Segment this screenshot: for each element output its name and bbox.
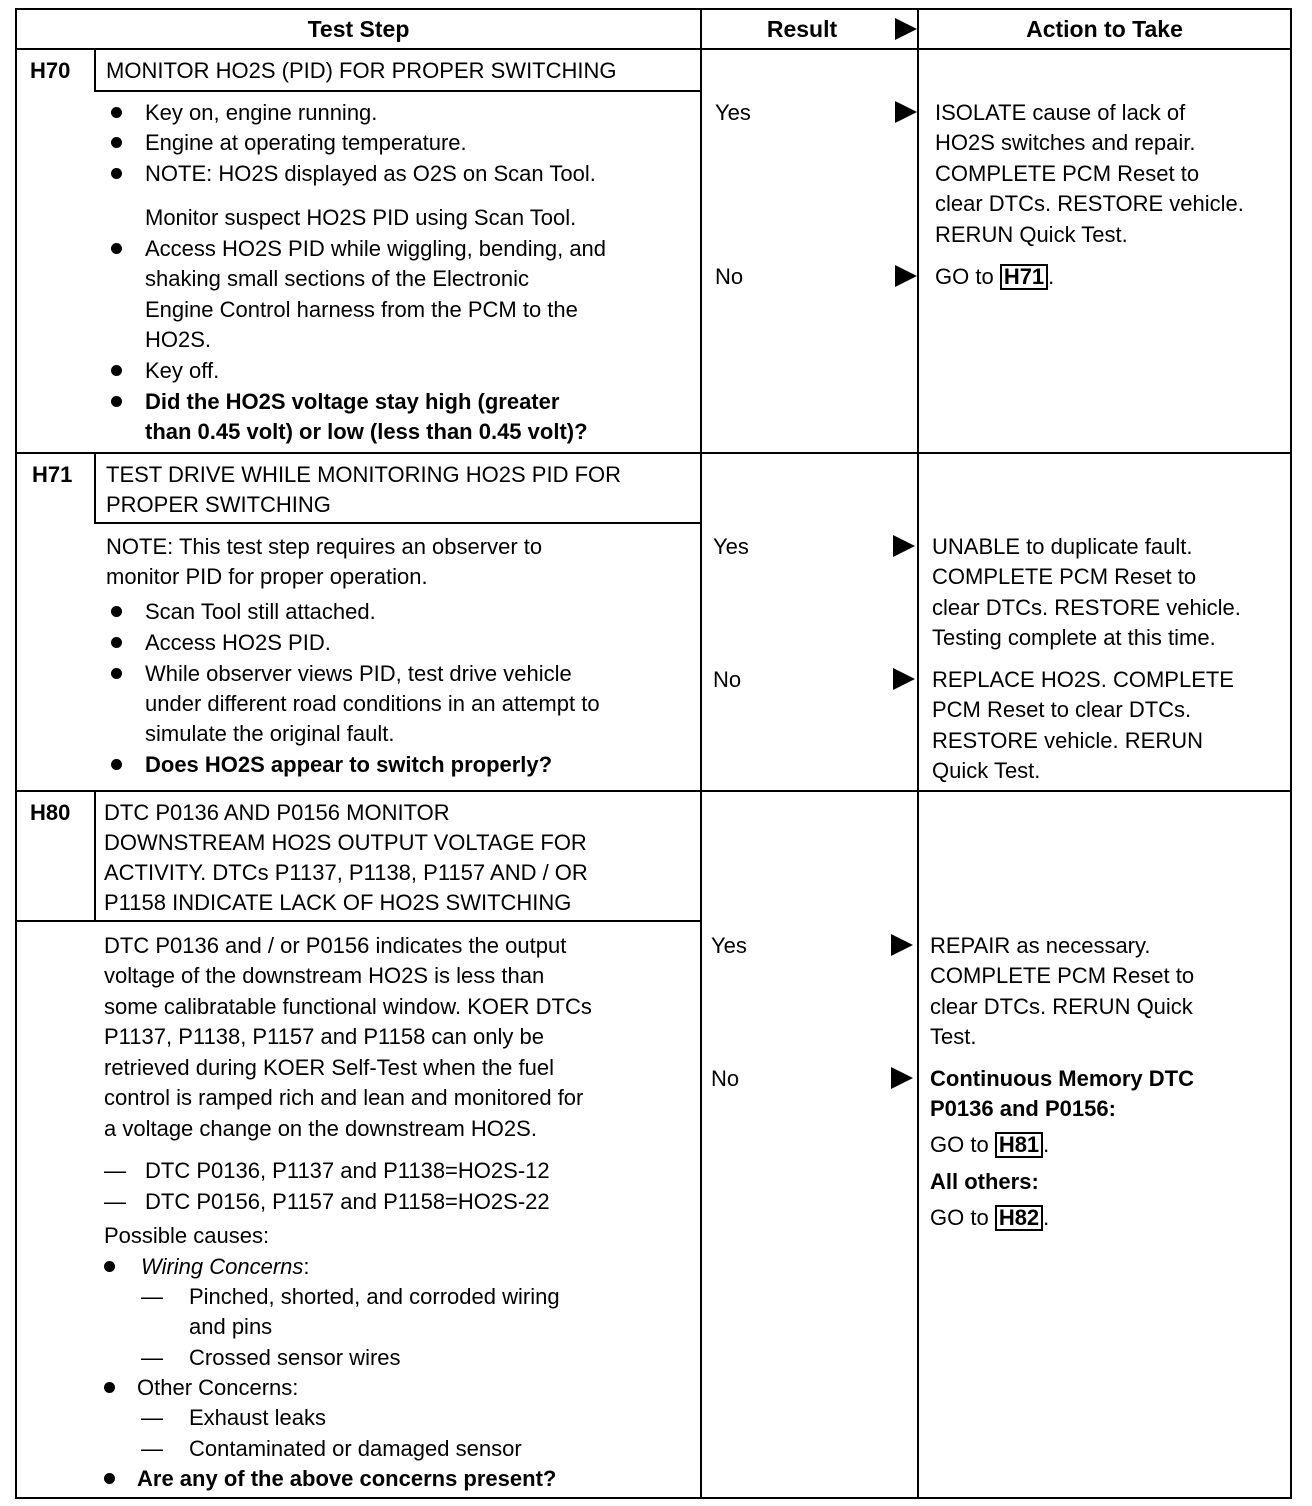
h70-title: MONITOR HO2S (PID) FOR PROPER SWITCHING bbox=[106, 58, 617, 83]
h71-bullet-3-line-1: While observer views PID, test drive vehicle bbox=[145, 661, 572, 686]
ref-h71-link[interactable]: H71 bbox=[1000, 264, 1048, 290]
h80-other-concerns: Other Concerns: bbox=[137, 1375, 299, 1400]
arrow-icon bbox=[891, 1067, 913, 1089]
h80-para-line-2: voltage of the downstream HO2S is less than bbox=[104, 963, 545, 988]
h80-dash-glyph: — bbox=[141, 1345, 163, 1370]
h70-title-underline bbox=[94, 90, 700, 92]
bullet-icon bbox=[104, 1473, 115, 1484]
arrow-icon bbox=[895, 265, 917, 287]
bullet-icon bbox=[111, 668, 122, 679]
h71-title-underline bbox=[94, 522, 700, 524]
h70-no-action: GO to H71 . bbox=[935, 264, 1055, 289]
bullet-icon bbox=[111, 396, 122, 407]
h71-title-line-1: TEST DRIVE WHILE MONITORING HO2S PID FOR bbox=[106, 462, 622, 487]
h70-question-line-1: Did the HO2S voltage stay high (greater bbox=[145, 389, 560, 414]
h80-goto-h82: GO to H82 . bbox=[930, 1205, 1050, 1230]
h70-access-line-1: Access HO2S PID while wiggling, bending, and bbox=[145, 236, 607, 261]
column-divider-result bbox=[700, 8, 702, 1499]
h71-yes-action-1: UNABLE to duplicate fault. bbox=[932, 534, 1193, 559]
header-test-step: Test Step bbox=[307, 16, 410, 42]
h70-yes-action-2: HO2S switches and repair. bbox=[935, 130, 1196, 155]
h80-wiring-concerns: Wiring Concerns: bbox=[141, 1254, 310, 1279]
row-divider-h71 bbox=[15, 452, 1292, 454]
h80-dash-line-2: DTC P0156, P1157 and P1158=HO2S-22 bbox=[145, 1189, 550, 1214]
bullet-icon bbox=[111, 637, 122, 648]
step-id-h70: H70 bbox=[30, 58, 71, 83]
h70-access-line-3: Engine Control harness from the PCM to the bbox=[145, 297, 578, 322]
h71-title-line-2: PROPER SWITCHING bbox=[106, 492, 331, 517]
h70-bullet-2: Engine at operating temperature. bbox=[145, 130, 467, 155]
h80-result-yes: Yes bbox=[711, 933, 747, 958]
h80-title-line-1: DTC P0136 AND P0156 MONITOR bbox=[104, 800, 450, 825]
arrow-icon bbox=[895, 101, 917, 123]
bullet-icon bbox=[111, 168, 122, 179]
h80-yes-action-2: COMPLETE PCM Reset to bbox=[930, 963, 1195, 988]
h80-yes-action-1: REPAIR as necessary. bbox=[930, 933, 1151, 958]
h71-bullet-3-line-2: under different road conditions in an attempt to bbox=[145, 691, 600, 716]
h71-no-action-1: REPLACE HO2S. COMPLETE bbox=[932, 667, 1234, 692]
table-border-top bbox=[15, 8, 1292, 10]
h70-yes-action-4: clear DTCs. RESTORE vehicle. bbox=[935, 191, 1244, 216]
bullet-icon bbox=[111, 107, 122, 118]
h80-dash-glyph: — bbox=[141, 1284, 163, 1309]
header-action: Action to Take bbox=[1026, 16, 1183, 42]
h71-result-no: No bbox=[713, 667, 742, 692]
h70-result-yes: Yes bbox=[715, 100, 751, 125]
step-id-h71: H71 bbox=[32, 462, 73, 487]
h70-yes-action-5: RERUN Quick Test. bbox=[935, 222, 1128, 247]
h71-no-action-4: Quick Test. bbox=[932, 758, 1041, 783]
h71-bullet-3-line-3: simulate the original fault. bbox=[145, 721, 395, 746]
column-divider-action bbox=[917, 8, 919, 1499]
h80-other-item-1: Exhaust leaks bbox=[189, 1405, 326, 1430]
bullet-icon bbox=[111, 137, 122, 148]
h71-yes-action-2: COMPLETE PCM Reset to bbox=[932, 564, 1197, 589]
h80-id-divider bbox=[94, 792, 96, 922]
bullet-icon bbox=[111, 243, 122, 254]
h80-title-line-4: P1158 INDICATE LACK OF HO2S SWITCHING bbox=[104, 890, 572, 915]
h80-goto-h81: GO to H81 . bbox=[930, 1132, 1050, 1157]
h80-title-line-2: DOWNSTREAM HO2S OUTPUT VOLTAGE FOR bbox=[104, 830, 587, 855]
h80-dash-glyph: — bbox=[104, 1158, 126, 1183]
h80-question: Are any of the above concerns present? bbox=[137, 1466, 557, 1491]
bullet-icon bbox=[111, 759, 122, 770]
h71-result-yes: Yes bbox=[713, 534, 749, 559]
header-result: Result bbox=[766, 16, 838, 42]
h71-bullet-1: Scan Tool still attached. bbox=[145, 599, 376, 624]
bullet-icon bbox=[111, 606, 122, 617]
h70-access-line-4: HO2S. bbox=[145, 327, 212, 352]
h80-cont-memory-line-2: P0136 and P0156: bbox=[930, 1096, 1116, 1121]
arrow-icon bbox=[891, 934, 913, 956]
bullet-icon bbox=[104, 1261, 115, 1272]
h80-yes-action-4: Test. bbox=[930, 1024, 977, 1049]
h70-question-line-2: than 0.45 volt) or low (less than 0.45 volt)? bbox=[145, 419, 588, 444]
h71-yes-action-4: Testing complete at this time. bbox=[932, 625, 1216, 650]
h80-dash-glyph: — bbox=[141, 1436, 163, 1461]
h70-yes-action-1: ISOLATE cause of lack of bbox=[935, 100, 1186, 125]
bullet-icon bbox=[111, 365, 122, 376]
h70-key-off: Key off. bbox=[145, 358, 220, 383]
h70-intro: Monitor suspect HO2S PID using Scan Tool. bbox=[145, 205, 577, 230]
h80-wiring-item-2: Crossed sensor wires bbox=[189, 1345, 401, 1370]
h80-all-others: All others: bbox=[930, 1169, 1039, 1194]
h80-result-no: No bbox=[711, 1066, 740, 1091]
ref-h82-link[interactable]: H82 bbox=[995, 1205, 1043, 1231]
h80-dash-glyph: — bbox=[104, 1189, 126, 1214]
h70-id-divider bbox=[94, 50, 96, 92]
h80-title-underline bbox=[15, 920, 700, 922]
bullet-icon bbox=[104, 1382, 115, 1393]
h80-cont-memory-line-1: Continuous Memory DTC bbox=[930, 1066, 1194, 1091]
h80-para-line-6: control is ramped rich and lean and monitored for bbox=[104, 1085, 584, 1110]
h70-result-no: No bbox=[715, 264, 744, 289]
h71-note-line-2: monitor PID for proper operation. bbox=[106, 564, 428, 589]
arrow-icon bbox=[893, 668, 915, 690]
h80-wiring-item-1-line-2: and pins bbox=[189, 1314, 273, 1339]
arrow-icon bbox=[893, 535, 915, 557]
h80-para-line-1: DTC P0136 and / or P0156 indicates the output bbox=[104, 933, 567, 958]
h71-id-divider bbox=[94, 454, 96, 524]
h80-other-item-2: Contaminated or damaged sensor bbox=[189, 1436, 522, 1461]
h70-yes-action-3: COMPLETE PCM Reset to bbox=[935, 161, 1200, 186]
h80-para-line-3: some calibratable functional window. KOER DTCs bbox=[104, 994, 592, 1019]
h80-dash-line-1: DTC P0136, P1137 and P1138=HO2S-12 bbox=[145, 1158, 550, 1183]
h80-wiring-item-1-line-1: Pinched, shorted, and corroded wiring bbox=[189, 1284, 560, 1309]
h80-possible-causes: Possible causes: bbox=[104, 1223, 270, 1248]
ref-h81-link[interactable]: H81 bbox=[995, 1132, 1043, 1158]
h70-bullet-3: NOTE: HO2S displayed as O2S on Scan Tool. bbox=[145, 161, 596, 186]
h71-question: Does HO2S appear to switch properly? bbox=[145, 752, 553, 777]
row-divider-h80 bbox=[15, 790, 1292, 792]
h70-bullet-1: Key on, engine running. bbox=[145, 100, 378, 125]
h80-dash-glyph: — bbox=[141, 1405, 163, 1430]
table-border-bottom bbox=[15, 1497, 1292, 1499]
h71-note-line-1: NOTE: This test step requires an observer to bbox=[106, 534, 543, 559]
header-divider bbox=[15, 48, 1292, 50]
table-border-right bbox=[1290, 8, 1292, 1499]
h80-yes-action-3: clear DTCs. RERUN Quick bbox=[930, 994, 1193, 1019]
h80-para-line-7: a voltage change on the downstream HO2S. bbox=[104, 1116, 537, 1141]
result-arrow-icon bbox=[895, 18, 917, 40]
step-id-h80: H80 bbox=[30, 800, 71, 825]
h71-no-action-2: PCM Reset to clear DTCs. bbox=[932, 697, 1192, 722]
h80-para-line-5: retrieved during KOER Self-Test when the fuel bbox=[104, 1055, 555, 1080]
h71-no-action-3: RESTORE vehicle. RERUN bbox=[932, 728, 1203, 753]
h80-title-line-3: ACTIVITY. DTCs P1137, P1138, P1157 AND / OR bbox=[104, 860, 588, 885]
h80-para-line-4: P1137, P1138, P1157 and P1158 can only be bbox=[104, 1024, 544, 1049]
h71-bullet-2: Access HO2S PID. bbox=[145, 630, 331, 655]
h71-yes-action-3: clear DTCs. RESTORE vehicle. bbox=[932, 595, 1241, 620]
h70-access-line-2: shaking small sections of the Electronic bbox=[145, 266, 529, 291]
table-border-left bbox=[15, 8, 17, 1499]
